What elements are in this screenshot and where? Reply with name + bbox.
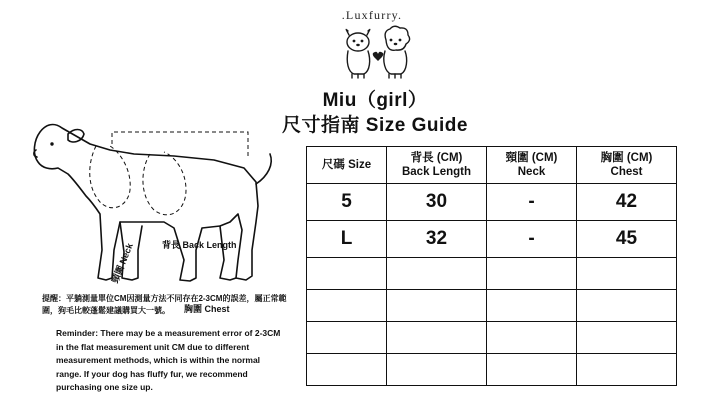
cell-size: L	[307, 221, 387, 258]
cell-neck: -	[487, 221, 577, 258]
cell-empty	[577, 322, 677, 354]
cell-empty	[387, 322, 487, 354]
cell-empty	[307, 258, 387, 290]
cell-empty	[487, 354, 577, 386]
column-header-back-length-zh: 背長 (CM)	[410, 151, 463, 164]
column-header-chest-zh: 胸圍 (CM)	[600, 151, 653, 164]
table-header-row	[307, 147, 677, 184]
cell-empty	[387, 354, 487, 386]
product-title: Miu（girl）	[322, 90, 428, 111]
brand-wordmark: .Luxfurry.	[341, 8, 403, 22]
table-row	[307, 184, 677, 221]
size-table-body	[307, 184, 677, 386]
cell-empty	[577, 290, 677, 322]
cell-chest: 45	[577, 221, 677, 258]
column-header-chest	[577, 147, 677, 184]
cell-empty	[307, 290, 387, 322]
label-chest: 胸圍 Chest	[184, 304, 230, 314]
brand-block	[272, 8, 472, 80]
size-table-header	[307, 147, 677, 184]
size-guide-title: 尺寸指南 Size Guide	[282, 115, 468, 136]
cell-empty	[387, 290, 487, 322]
cell-empty	[577, 354, 677, 386]
reminder-text-en: Reminder: There may be a measurement error of 2-3CM in the flat measurement unit CM due to different measurement methods, which is within the normal range. If your dog has fluffy fur, we recommend purchasing one size up.	[56, 328, 281, 393]
table-row-empty	[307, 322, 677, 354]
table-row-empty	[307, 258, 677, 290]
cell-size: 5	[307, 184, 387, 221]
label-neck: 頸圍 Neck	[109, 241, 135, 285]
cell-empty	[387, 258, 487, 290]
cell-back-length: 30	[387, 184, 487, 221]
cell-empty	[307, 322, 387, 354]
column-header-neck	[487, 147, 577, 184]
cell-chest: 42	[577, 184, 677, 221]
column-header-neck-en: Neck	[517, 166, 546, 178]
table-row	[307, 221, 677, 258]
cell-empty	[307, 354, 387, 386]
dog-outline-icon	[24, 110, 289, 290]
cell-empty	[577, 258, 677, 290]
cell-neck: -	[487, 184, 577, 221]
table-row-empty	[307, 354, 677, 386]
column-header-back-length	[387, 147, 487, 184]
label-back-length: 背長 Back Length	[162, 240, 237, 250]
cell-empty	[487, 290, 577, 322]
table-row-empty	[307, 290, 677, 322]
column-header-neck-zh: 頸圍 (CM)	[505, 151, 558, 164]
size-table	[306, 146, 677, 386]
reminder-text-zh: 提醒：平躺測量單位CM因測量方法不同存在2-3CM的誤差，屬正常範圍，狗毛比較蓬鬆建議購買大一號。	[42, 294, 287, 316]
column-header-chest-en: Chest	[610, 166, 643, 178]
two-dogs-logo-icon	[328, 24, 416, 80]
column-header-size-zh: 尺碼 Size	[321, 158, 372, 171]
cell-back-length: 32	[387, 221, 487, 258]
cell-empty	[487, 258, 577, 290]
column-header-size	[307, 147, 387, 184]
column-header-back-length-en: Back Length	[401, 166, 471, 178]
cell-empty	[487, 322, 577, 354]
